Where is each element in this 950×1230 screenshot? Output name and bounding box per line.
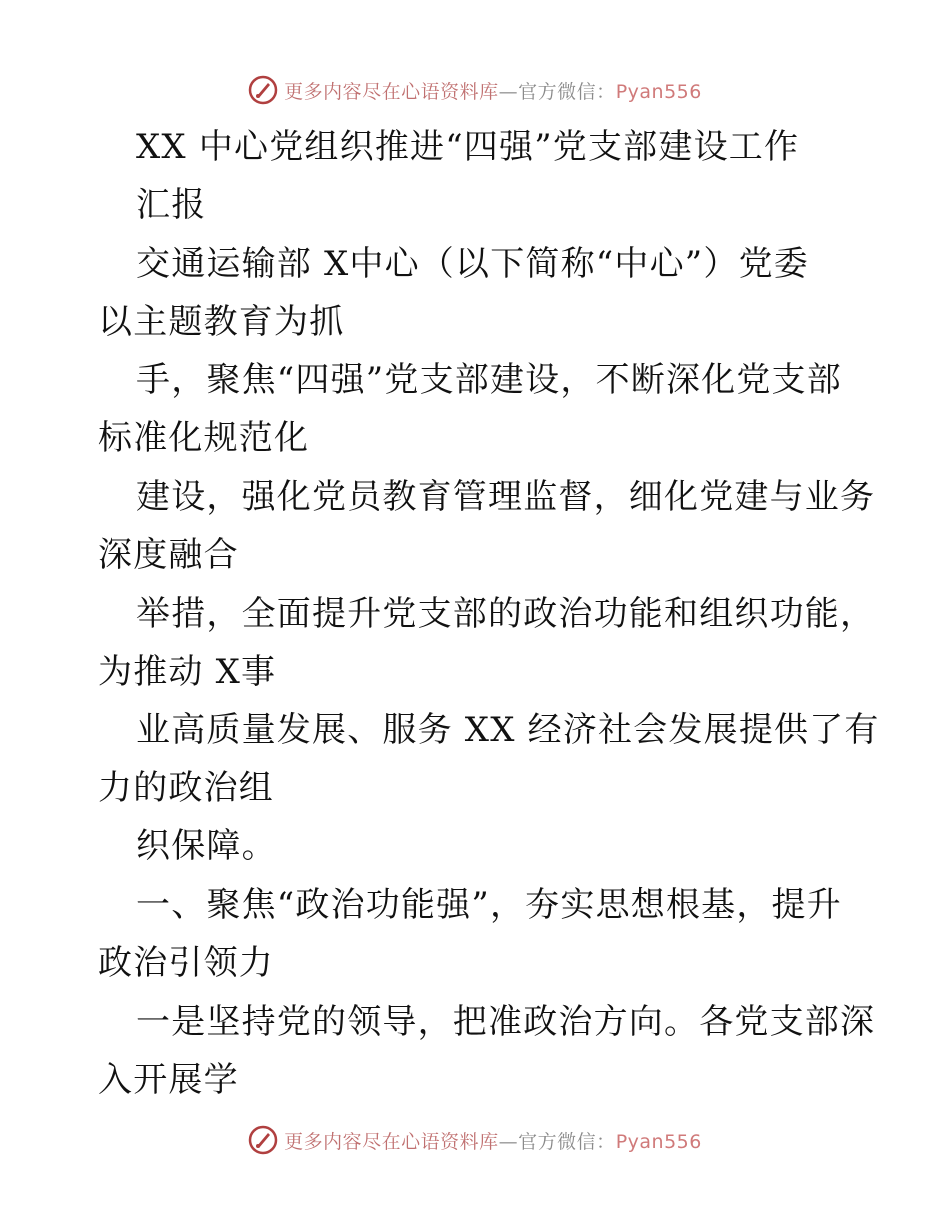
watermark-wechat-id: Pyan556 bbox=[615, 80, 702, 103]
paragraph-line: 标准化规范化 bbox=[98, 418, 310, 458]
watermark-dash: — bbox=[498, 80, 519, 103]
paragraph-line: 入开展学 bbox=[98, 1060, 239, 1100]
paragraph-line: 手，聚焦“四强”党支部建设，不断深化党支部 bbox=[136, 360, 842, 400]
watermark-official-label: 官方微信： bbox=[518, 1130, 616, 1153]
section-heading-line: 一、聚焦“政治功能强”，夯实思想根基，提升 bbox=[136, 885, 842, 925]
paragraph-line: 举措，全面提升党支部的政治功能和组织功能， bbox=[136, 594, 876, 634]
document-title-line-2: 汇报 bbox=[136, 185, 207, 225]
paragraph-line: 力的政治组 bbox=[98, 768, 274, 808]
watermark-brand: 更多内容尽在心语资料库 bbox=[284, 1130, 499, 1153]
paragraph-line: 织保障。 bbox=[136, 826, 277, 866]
footer-watermark bbox=[0, 1120, 950, 1160]
watermark-text bbox=[284, 77, 702, 104]
quill-logo-icon bbox=[248, 1125, 278, 1155]
header-watermark bbox=[0, 70, 950, 110]
watermark-text bbox=[284, 1127, 702, 1154]
paragraph-line: 深度融合 bbox=[98, 535, 239, 575]
paragraph-line: 以主题教育为抓 bbox=[98, 302, 345, 342]
paragraph-line: 交通运输部 X中心（以下简称“中心”）党委 bbox=[136, 244, 809, 284]
quill-logo-icon bbox=[248, 75, 278, 105]
watermark-dash: — bbox=[498, 1130, 519, 1153]
section-heading-line: 政治引领力 bbox=[98, 943, 274, 983]
paragraph-line: 一是坚持党的领导，把准政治方向。各党支部深 bbox=[136, 1002, 876, 1042]
paragraph-line: 建设，强化党员教育管理监督，细化党建与业务 bbox=[136, 477, 876, 517]
watermark-brand: 更多内容尽在心语资料库 bbox=[284, 80, 499, 103]
watermark-wechat-id: Pyan556 bbox=[615, 1130, 702, 1153]
document-title-line-1: XX 中心党组织推进“四强”党支部建设工作 bbox=[136, 127, 800, 167]
paragraph-line: 为推动 X事 bbox=[98, 652, 277, 692]
paragraph-line: 业高质量发展、服务 XX 经济社会发展提供了有 bbox=[136, 710, 880, 750]
watermark-official-label: 官方微信： bbox=[518, 80, 616, 103]
